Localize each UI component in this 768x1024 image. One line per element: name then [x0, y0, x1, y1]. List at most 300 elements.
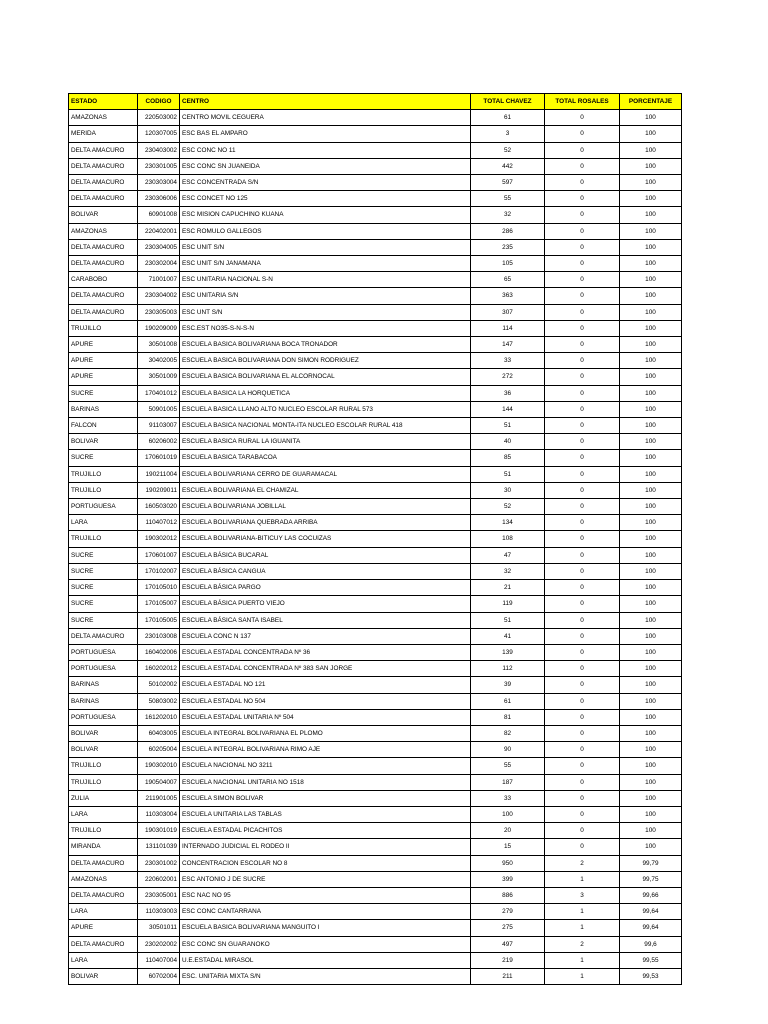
cell-porcentaje: 100	[620, 239, 682, 255]
cell-centro: ESCUELA BASICA RURAL LA IGUANITA	[180, 434, 471, 450]
table-row	[69, 596, 682, 612]
cell-total-rosales: 0	[545, 158, 620, 174]
cell-codigo: 190301019	[138, 823, 180, 839]
cell-total-rosales: 0	[545, 337, 620, 353]
cell-total-rosales: 0	[545, 628, 620, 644]
cell-estado: ZULIA	[69, 790, 138, 806]
cell-total-rosales: 2	[545, 936, 620, 952]
cell-total-chavez: 3	[471, 126, 545, 142]
table-row	[69, 434, 682, 450]
table-row	[69, 482, 682, 498]
cell-estado: APURE	[69, 353, 138, 369]
cell-porcentaje: 99,53	[620, 968, 682, 984]
cell-codigo: 161202010	[138, 709, 180, 725]
cell-centro: ESCUELA BÁSICA CANGUA	[180, 563, 471, 579]
cell-porcentaje: 100	[620, 450, 682, 466]
cell-estado: CARABOBO	[69, 272, 138, 288]
table-row	[69, 677, 682, 693]
cell-total-rosales: 0	[545, 499, 620, 515]
table-row	[69, 725, 682, 741]
cell-total-rosales: 0	[545, 758, 620, 774]
cell-centro: ESCUELA CONC N 137	[180, 628, 471, 644]
cell-centro: ESC UNIT S/N JANAMANA	[180, 256, 471, 272]
cell-estado: DELTA AMACURO	[69, 158, 138, 174]
cell-estado: FALCON	[69, 418, 138, 434]
table-row	[69, 628, 682, 644]
cell-estado: APURE	[69, 337, 138, 353]
cell-estado: AMAZONAS	[69, 223, 138, 239]
cell-total-rosales: 0	[545, 661, 620, 677]
cell-porcentaje: 99,55	[620, 952, 682, 968]
cell-total-rosales: 0	[545, 110, 620, 126]
cell-total-chavez: 112	[471, 661, 545, 677]
cell-total-rosales: 0	[545, 709, 620, 725]
cell-total-chavez: 211	[471, 968, 545, 984]
cell-total-chavez: 30	[471, 482, 545, 498]
results-table	[68, 93, 682, 985]
cell-total-chavez: 399	[471, 871, 545, 887]
header-total-chavez: TOTAL CHAVEZ	[471, 94, 545, 110]
cell-total-rosales: 0	[545, 142, 620, 158]
cell-total-chavez: 36	[471, 385, 545, 401]
cell-estado: PORTUGUESA	[69, 709, 138, 725]
cell-codigo: 211901005	[138, 790, 180, 806]
cell-estado: DELTA AMACURO	[69, 256, 138, 272]
cell-total-chavez: 950	[471, 855, 545, 871]
cell-porcentaje: 100	[620, 434, 682, 450]
cell-total-chavez: 51	[471, 612, 545, 628]
cell-codigo: 60702004	[138, 968, 180, 984]
cell-estado: TRUJILLO	[69, 320, 138, 336]
cell-centro: ESCUELA BASICA NACIONAL MONTA-ITA NUCLEO ESCOLAR RURAL 418	[180, 418, 471, 434]
cell-estado: SUCRE	[69, 580, 138, 596]
table-row	[69, 871, 682, 887]
cell-total-rosales: 0	[545, 774, 620, 790]
cell-total-rosales: 1	[545, 968, 620, 984]
cell-total-rosales: 0	[545, 191, 620, 207]
table-row	[69, 563, 682, 579]
cell-porcentaje: 100	[620, 126, 682, 142]
table-row	[69, 661, 682, 677]
header-estado: ESTADO	[69, 94, 138, 110]
cell-codigo: 230302004	[138, 256, 180, 272]
cell-total-rosales: 0	[545, 806, 620, 822]
cell-porcentaje: 100	[620, 385, 682, 401]
cell-porcentaje: 99,64	[620, 904, 682, 920]
table-row	[69, 320, 682, 336]
cell-porcentaje: 99,75	[620, 871, 682, 887]
cell-total-chavez: 40	[471, 434, 545, 450]
cell-codigo: 50901005	[138, 401, 180, 417]
cell-total-chavez: 82	[471, 725, 545, 741]
cell-total-rosales: 0	[545, 401, 620, 417]
cell-codigo: 170105007	[138, 596, 180, 612]
cell-total-chavez: 65	[471, 272, 545, 288]
cell-porcentaje: 100	[620, 401, 682, 417]
cell-centro: ESCUELA SIMON BOLIVAR	[180, 790, 471, 806]
cell-total-chavez: 307	[471, 304, 545, 320]
cell-estado: DELTA AMACURO	[69, 628, 138, 644]
cell-codigo: 230301002	[138, 855, 180, 871]
table-row	[69, 806, 682, 822]
cell-centro: ESC ROMULO GALLEGOS	[180, 223, 471, 239]
cell-centro: ESC.EST NO35-S-N-S-N	[180, 320, 471, 336]
cell-centro: ESC CONC SN GUARANOKO	[180, 936, 471, 952]
table-row	[69, 418, 682, 434]
cell-total-chavez: 39	[471, 677, 545, 693]
cell-total-rosales: 0	[545, 418, 620, 434]
cell-codigo: 230403002	[138, 142, 180, 158]
table-row	[69, 855, 682, 871]
cell-codigo: 160402006	[138, 644, 180, 660]
cell-total-chavez: 55	[471, 191, 545, 207]
table-row	[69, 385, 682, 401]
cell-porcentaje: 100	[620, 693, 682, 709]
cell-centro: ESCUELA BASICA BOLIVARIANA EL ALCORNOCAL	[180, 369, 471, 385]
cell-porcentaje: 100	[620, 612, 682, 628]
cell-codigo: 71001007	[138, 272, 180, 288]
cell-total-rosales: 0	[545, 839, 620, 855]
cell-codigo: 30501009	[138, 369, 180, 385]
cell-estado: DELTA AMACURO	[69, 175, 138, 191]
cell-centro: ESCUELA BASICA TARABACOA	[180, 450, 471, 466]
cell-estado: LARA	[69, 904, 138, 920]
cell-estado: DELTA AMACURO	[69, 239, 138, 255]
cell-porcentaje: 100	[620, 596, 682, 612]
cell-centro: ESCUELA ESTADAL UNITARIA Nº 504	[180, 709, 471, 725]
cell-estado: BOLIVAR	[69, 434, 138, 450]
cell-total-chavez: 219	[471, 952, 545, 968]
cell-codigo: 60205004	[138, 742, 180, 758]
cell-estado: LARA	[69, 515, 138, 531]
table-row	[69, 256, 682, 272]
cell-centro: ESCUELA INTEGRAL BOLIVARIANA RIMO AJE	[180, 742, 471, 758]
cell-total-rosales: 2	[545, 855, 620, 871]
cell-estado: AMAZONAS	[69, 110, 138, 126]
cell-total-chavez: 90	[471, 742, 545, 758]
cell-porcentaje: 100	[620, 142, 682, 158]
cell-codigo: 170102007	[138, 563, 180, 579]
cell-total-rosales: 0	[545, 742, 620, 758]
cell-total-chavez: 105	[471, 256, 545, 272]
cell-porcentaje: 100	[620, 742, 682, 758]
cell-codigo: 190302012	[138, 531, 180, 547]
cell-estado: SUCRE	[69, 596, 138, 612]
cell-codigo: 190302010	[138, 758, 180, 774]
cell-total-rosales: 0	[545, 790, 620, 806]
cell-total-chavez: 139	[471, 644, 545, 660]
cell-total-rosales: 0	[545, 175, 620, 191]
cell-total-chavez: 61	[471, 693, 545, 709]
table-row	[69, 126, 682, 142]
cell-porcentaje: 100	[620, 304, 682, 320]
cell-centro: ESCUELA ESTADAL NO 121	[180, 677, 471, 693]
cell-total-rosales: 0	[545, 450, 620, 466]
cell-codigo: 230303004	[138, 175, 180, 191]
table-row	[69, 110, 682, 126]
cell-centro: ESCUELA NACIONAL UNITARIA NO 1518	[180, 774, 471, 790]
cell-porcentaje: 100	[620, 369, 682, 385]
cell-porcentaje: 100	[620, 110, 682, 126]
cell-total-chavez: 272	[471, 369, 545, 385]
cell-codigo: 60901008	[138, 207, 180, 223]
cell-total-chavez: 275	[471, 920, 545, 936]
table-row	[69, 904, 682, 920]
cell-centro: ESCUELA BÁSICA BUCARAL	[180, 547, 471, 563]
cell-codigo: 131101039	[138, 839, 180, 855]
cell-centro: ESC MISION CAPUCHINO KUANA	[180, 207, 471, 223]
cell-codigo: 30402005	[138, 353, 180, 369]
cell-total-chavez: 119	[471, 596, 545, 612]
cell-estado: PORTUGUESA	[69, 644, 138, 660]
header-porcentaje: PORCENTAJE	[620, 94, 682, 110]
cell-centro: U.E.ESTADAL MIRASOL	[180, 952, 471, 968]
cell-porcentaje: 100	[620, 256, 682, 272]
cell-centro: ESCUELA BASICA BOLIVARIANA DON SIMON RODRIGUEZ	[180, 353, 471, 369]
cell-codigo: 30501011	[138, 920, 180, 936]
cell-centro: ESCUELA BASICA LLANO ALTO NUCLEO ESCOLAR RURAL 573	[180, 401, 471, 417]
header-row	[69, 94, 682, 110]
cell-total-rosales: 0	[545, 482, 620, 498]
cell-estado: DELTA AMACURO	[69, 855, 138, 871]
cell-centro: ESC NAC NO 95	[180, 887, 471, 903]
cell-codigo: 190504007	[138, 774, 180, 790]
table-row	[69, 401, 682, 417]
cell-total-chavez: 15	[471, 839, 545, 855]
cell-centro: ESCUELA ESTADAL CONCENTRADA Nº 36	[180, 644, 471, 660]
cell-total-chavez: 41	[471, 628, 545, 644]
cell-total-chavez: 100	[471, 806, 545, 822]
table-row	[69, 693, 682, 709]
cell-total-rosales: 0	[545, 369, 620, 385]
cell-codigo: 230304002	[138, 288, 180, 304]
cell-centro: ESC CONCENTRADA S/N	[180, 175, 471, 191]
cell-total-rosales: 1	[545, 904, 620, 920]
cell-codigo: 110407004	[138, 952, 180, 968]
cell-total-rosales: 0	[545, 288, 620, 304]
cell-porcentaje: 100	[620, 677, 682, 693]
cell-estado: BARINAS	[69, 401, 138, 417]
cell-total-rosales: 0	[545, 563, 620, 579]
cell-total-chavez: 51	[471, 466, 545, 482]
cell-codigo: 230306006	[138, 191, 180, 207]
cell-centro: ESCUELA BASICA BOLIVARIANA MANGUITO I	[180, 920, 471, 936]
table-row	[69, 580, 682, 596]
cell-estado: BOLIVAR	[69, 742, 138, 758]
cell-centro: ESCUELA ESTADAL CONCENTRADA Nº 383 SAN JORGE	[180, 661, 471, 677]
table-row	[69, 839, 682, 855]
cell-codigo: 230301005	[138, 158, 180, 174]
table-row	[69, 968, 682, 984]
cell-estado: TRUJILLO	[69, 531, 138, 547]
cell-codigo: 170601019	[138, 450, 180, 466]
cell-total-chavez: 144	[471, 401, 545, 417]
cell-estado: AMAZONAS	[69, 871, 138, 887]
cell-centro: ESCUELA NACIONAL NO 3211	[180, 758, 471, 774]
table-row	[69, 936, 682, 952]
cell-estado: DELTA AMACURO	[69, 288, 138, 304]
table-row	[69, 499, 682, 515]
cell-codigo: 230304005	[138, 239, 180, 255]
cell-estado: DELTA AMACURO	[69, 936, 138, 952]
cell-centro: ESC UNT S/N	[180, 304, 471, 320]
cell-total-chavez: 55	[471, 758, 545, 774]
cell-total-chavez: 85	[471, 450, 545, 466]
cell-codigo: 230202002	[138, 936, 180, 952]
cell-porcentaje: 99,6	[620, 936, 682, 952]
cell-total-rosales: 0	[545, 644, 620, 660]
cell-codigo: 230305001	[138, 887, 180, 903]
cell-porcentaje: 100	[620, 806, 682, 822]
cell-estado: LARA	[69, 806, 138, 822]
cell-total-chavez: 235	[471, 239, 545, 255]
cell-porcentaje: 100	[620, 661, 682, 677]
cell-centro: ESC CONC CANTARRANA	[180, 904, 471, 920]
cell-porcentaje: 100	[620, 709, 682, 725]
cell-porcentaje: 100	[620, 158, 682, 174]
cell-estado: DELTA AMACURO	[69, 191, 138, 207]
cell-total-rosales: 0	[545, 466, 620, 482]
cell-centro: ESCUELA BÁSICA PUERTO VIEJO	[180, 596, 471, 612]
cell-total-chavez: 47	[471, 547, 545, 563]
table-row	[69, 272, 682, 288]
table-row	[69, 142, 682, 158]
cell-porcentaje: 99,64	[620, 920, 682, 936]
cell-estado: BOLIVAR	[69, 968, 138, 984]
cell-total-chavez: 187	[471, 774, 545, 790]
table-row	[69, 288, 682, 304]
cell-total-rosales: 0	[545, 385, 620, 401]
cell-porcentaje: 100	[620, 515, 682, 531]
cell-total-chavez: 442	[471, 158, 545, 174]
cell-porcentaje: 100	[620, 353, 682, 369]
cell-centro: ESC UNITARIA NACIONAL S-N	[180, 272, 471, 288]
table-row	[69, 774, 682, 790]
cell-centro: ESCUELA BOLIVARIANA EL CHAMIZAL	[180, 482, 471, 498]
cell-porcentaje: 100	[620, 288, 682, 304]
table-row	[69, 515, 682, 531]
cell-total-chavez: 21	[471, 580, 545, 596]
table-row	[69, 920, 682, 936]
cell-estado: DELTA AMACURO	[69, 304, 138, 320]
cell-total-chavez: 597	[471, 175, 545, 191]
cell-total-chavez: 108	[471, 531, 545, 547]
cell-centro: ESCUELA BÁSICA PARGO	[180, 580, 471, 596]
cell-codigo: 91103007	[138, 418, 180, 434]
cell-total-rosales: 0	[545, 256, 620, 272]
cell-estado: DELTA AMACURO	[69, 142, 138, 158]
cell-porcentaje: 100	[620, 758, 682, 774]
cell-estado: SUCRE	[69, 612, 138, 628]
cell-total-rosales: 0	[545, 612, 620, 628]
table-row	[69, 466, 682, 482]
cell-centro: ESCUELA BOLIVARIANA QUEBRADA ARRIBA	[180, 515, 471, 531]
cell-estado: SUCRE	[69, 547, 138, 563]
cell-total-rosales: 0	[545, 693, 620, 709]
cell-porcentaje: 100	[620, 839, 682, 855]
cell-estado: TRUJILLO	[69, 482, 138, 498]
table-header	[69, 94, 682, 110]
table-row	[69, 223, 682, 239]
cell-estado: DELTA AMACURO	[69, 887, 138, 903]
cell-porcentaje: 100	[620, 823, 682, 839]
cell-total-rosales: 3	[545, 887, 620, 903]
cell-estado: LARA	[69, 952, 138, 968]
cell-codigo: 170105010	[138, 580, 180, 596]
cell-porcentaje: 100	[620, 191, 682, 207]
table-row	[69, 175, 682, 191]
cell-codigo: 190209009	[138, 320, 180, 336]
cell-total-chavez: 886	[471, 887, 545, 903]
cell-porcentaje: 100	[620, 531, 682, 547]
cell-total-rosales: 0	[545, 677, 620, 693]
cell-centro: ESCUELA BOLIVARIANA-BITICUY LAS COCUIZAS	[180, 531, 471, 547]
cell-porcentaje: 100	[620, 482, 682, 498]
cell-total-chavez: 32	[471, 563, 545, 579]
cell-codigo: 110407012	[138, 515, 180, 531]
cell-codigo: 160202012	[138, 661, 180, 677]
cell-codigo: 50803002	[138, 693, 180, 709]
table-row	[69, 353, 682, 369]
table-row	[69, 337, 682, 353]
cell-total-chavez: 81	[471, 709, 545, 725]
cell-total-rosales: 0	[545, 126, 620, 142]
table-row	[69, 758, 682, 774]
cell-centro: INTERNADO JUDICIAL EL RODEO II	[180, 839, 471, 855]
cell-total-rosales: 0	[545, 272, 620, 288]
table-row	[69, 644, 682, 660]
cell-estado: BOLIVAR	[69, 207, 138, 223]
cell-porcentaje: 99,66	[620, 887, 682, 903]
cell-centro: ESC CONCET NO 125	[180, 191, 471, 207]
cell-centro: ESC UNITARIA S/N	[180, 288, 471, 304]
cell-porcentaje: 100	[620, 337, 682, 353]
table-row	[69, 547, 682, 563]
cell-codigo: 120307005	[138, 126, 180, 142]
cell-porcentaje: 100	[620, 418, 682, 434]
table-row	[69, 887, 682, 903]
cell-codigo: 190209011	[138, 482, 180, 498]
cell-estado: SUCRE	[69, 450, 138, 466]
cell-total-chavez: 497	[471, 936, 545, 952]
table-row	[69, 790, 682, 806]
table-row	[69, 952, 682, 968]
table-row	[69, 742, 682, 758]
cell-porcentaje: 100	[620, 774, 682, 790]
cell-total-rosales: 0	[545, 531, 620, 547]
table-row	[69, 612, 682, 628]
cell-estado: BOLIVAR	[69, 725, 138, 741]
cell-codigo: 170601007	[138, 547, 180, 563]
cell-total-rosales: 0	[545, 823, 620, 839]
cell-centro: ESCUELA UNITARIA LAS TABLAS	[180, 806, 471, 822]
cell-centro: ESCUELA BASICA LA HORQUETICA	[180, 385, 471, 401]
cell-estado: PORTUGUESA	[69, 661, 138, 677]
cell-codigo: 230305003	[138, 304, 180, 320]
cell-estado: APURE	[69, 920, 138, 936]
cell-codigo: 170105005	[138, 612, 180, 628]
cell-codigo: 110303003	[138, 904, 180, 920]
cell-centro: ESCUELA INTEGRAL BOLIVARIANA EL PLOMO	[180, 725, 471, 741]
cell-total-chavez: 33	[471, 790, 545, 806]
table-row	[69, 450, 682, 466]
cell-porcentaje: 100	[620, 207, 682, 223]
cell-centro: ESCUELA ESTADAL NO 504	[180, 693, 471, 709]
cell-total-chavez: 61	[471, 110, 545, 126]
cell-porcentaje: 100	[620, 628, 682, 644]
table-row	[69, 191, 682, 207]
cell-total-rosales: 0	[545, 353, 620, 369]
